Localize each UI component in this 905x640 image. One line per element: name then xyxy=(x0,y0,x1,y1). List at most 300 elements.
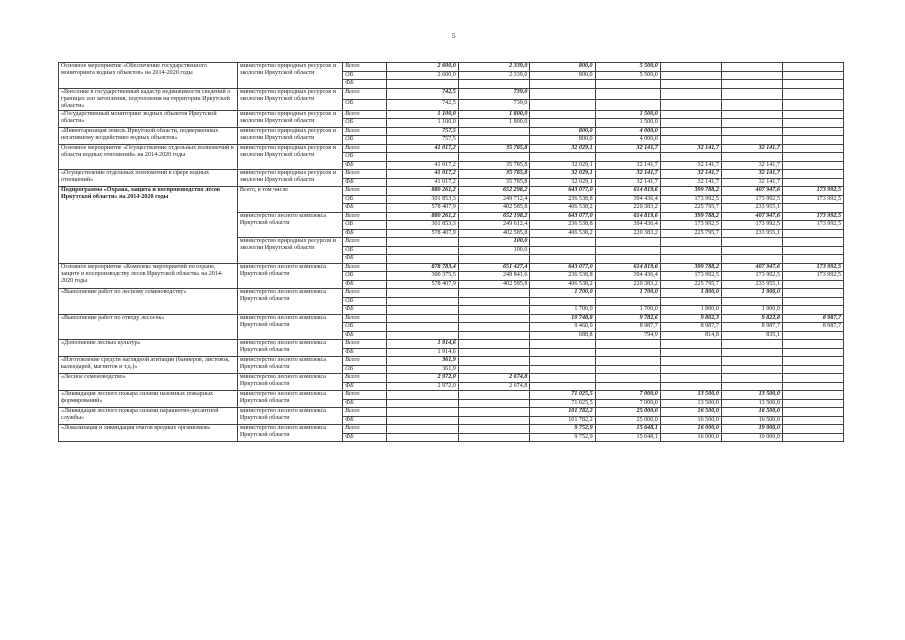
responsible-executor: министерство лесного комплекса Иркутской области xyxy=(237,374,342,391)
funding-source: Всего xyxy=(343,314,387,323)
amount-cell-y2017 xyxy=(660,348,721,357)
funding-source: ОБ xyxy=(343,272,387,281)
amount-cell-y2014: 35 785,8 xyxy=(458,170,530,179)
amount-cell-total: 2 972,0 xyxy=(387,374,459,383)
funding-source: ОБ xyxy=(343,221,387,230)
amount-cell-y2018: 19 000,0 xyxy=(721,425,782,434)
amount-cell-y2017 xyxy=(660,297,721,306)
amount-cell-y2018 xyxy=(721,365,782,374)
amount-cell-y2014 xyxy=(458,153,530,162)
amount-cell-y2019 xyxy=(782,110,843,119)
responsible-executor: министерство природных ресурсов и экологии Иркутской области xyxy=(237,170,342,187)
amount-cell-y2017 xyxy=(660,127,721,136)
table-row xyxy=(59,391,844,400)
amount-cell-y2017 xyxy=(660,153,721,162)
amount-cell-y2016 xyxy=(595,255,660,264)
responsible-executor: министерство лесного комплекса Иркутской области xyxy=(237,357,342,374)
measure-name: «Ликвидация лесного пожара силами парашютно-десантной службы» xyxy=(59,408,238,425)
funding-source: Всего xyxy=(343,170,387,179)
amount-cell-y2015: 236 538,8 xyxy=(530,221,595,230)
amount-cell-y2017: 16 500,0 xyxy=(660,408,721,417)
amount-cell-total: 578 407,9 xyxy=(387,229,459,238)
amount-cell-y2018 xyxy=(721,297,782,306)
amount-cell-y2018: 13 500,0 xyxy=(721,399,782,408)
amount-cell-y2018: 407 947,6 xyxy=(721,263,782,272)
measure-name: «Локализация и ликвидация очагов вредных организмов» xyxy=(59,425,238,442)
amount-cell-y2018 xyxy=(721,136,782,145)
amount-cell-y2015: 236 538,8 xyxy=(530,195,595,204)
responsible-executor: министерство лесного комплекса Иркутской области xyxy=(237,314,342,340)
measure-name: «Выполнение работ по отводу лесосек» xyxy=(59,314,238,340)
responsible-executor: министерство природных ресурсов и экологии Иркутской области xyxy=(237,127,342,144)
amount-cell-total: 742,5 xyxy=(387,99,459,110)
amount-cell-y2019: 8 987,7 xyxy=(782,314,843,323)
amount-cell-y2014: 249 712,4 xyxy=(458,195,530,204)
amount-cell-y2014: 739,0 xyxy=(458,99,530,110)
amount-cell-y2014 xyxy=(458,399,530,408)
amount-cell-y2015: 688,8 xyxy=(530,331,595,340)
amount-cell-y2016: 15 648,1 xyxy=(595,425,660,434)
amount-cell-y2018: 407 947,6 xyxy=(721,212,782,221)
amount-cell-y2019 xyxy=(782,99,843,110)
amount-cell-y2018 xyxy=(721,71,782,80)
amount-cell-y2017 xyxy=(660,357,721,366)
amount-cell-y2019 xyxy=(782,391,843,400)
amount-cell-y2017 xyxy=(660,238,721,247)
amount-cell-y2015 xyxy=(530,340,595,349)
amount-cell-y2019 xyxy=(782,280,843,289)
responsible-executor: министерство природных ресурсов и экологии Иркутской области xyxy=(237,110,342,127)
amount-cell-y2016: 4 000,0 xyxy=(595,127,660,136)
amount-cell-y2015: 643 077,0 xyxy=(530,187,595,196)
amount-cell-y2017 xyxy=(660,255,721,264)
amount-cell-y2019 xyxy=(782,255,843,264)
amount-cell-y2017: 399 788,2 xyxy=(660,212,721,221)
amount-cell-y2018: 13 500,0 xyxy=(721,391,782,400)
amount-cell-y2018: 835,1 xyxy=(721,331,782,340)
amount-cell-y2017 xyxy=(660,374,721,383)
amount-cell-y2017 xyxy=(660,88,721,99)
amount-cell-y2015 xyxy=(530,374,595,383)
amount-cell-y2016: 220 383,2 xyxy=(595,229,660,238)
amount-cell-y2019: 173 992,5 xyxy=(782,212,843,221)
amount-cell-y2015 xyxy=(530,348,595,357)
amount-cell-total: 757,5 xyxy=(387,136,459,145)
responsible-executor: министерство лесного комплекса Иркутской области xyxy=(237,263,342,289)
amount-cell-total xyxy=(387,297,459,306)
budget-table-body xyxy=(59,63,844,442)
amount-cell-y2019 xyxy=(782,246,843,255)
amount-cell-y2016: 220 383,2 xyxy=(595,204,660,213)
amount-cell-total: 2 600,0 xyxy=(387,63,459,72)
amount-cell-y2015 xyxy=(530,382,595,391)
amount-cell-y2017: 173 992,5 xyxy=(660,272,721,281)
amount-cell-y2014 xyxy=(458,425,530,434)
amount-cell-total xyxy=(387,289,459,298)
amount-cell-y2018: 16 500,0 xyxy=(721,408,782,417)
amount-cell-y2014 xyxy=(458,306,530,315)
amount-cell-y2016: 32 141,7 xyxy=(595,161,660,170)
amount-cell-y2015: 800,0 xyxy=(530,71,595,80)
amount-cell-y2017: 225 795,7 xyxy=(660,229,721,238)
amount-cell-total: 2 600,0 xyxy=(387,71,459,80)
amount-cell-y2017: 1 800,0 xyxy=(660,289,721,298)
amount-cell-y2018 xyxy=(721,63,782,72)
responsible-executor: министерство природных ресурсов и экологии Иркутской области xyxy=(237,88,342,110)
amount-cell-y2017 xyxy=(660,382,721,391)
amount-cell-y2016: 15 648,1 xyxy=(595,433,660,442)
amount-cell-y2019 xyxy=(782,136,843,145)
amount-cell-y2016: 32 141,7 xyxy=(595,178,660,187)
amount-cell-y2017: 814,8 xyxy=(660,331,721,340)
funding-source: ФБ xyxy=(343,433,387,442)
measure-name: Подпрограмма «Охрана, защита и воспроизводство лесов Иркутской области» на 2014-2020 годы xyxy=(59,187,238,264)
amount-cell-total xyxy=(387,246,459,255)
amount-cell-y2019 xyxy=(782,425,843,434)
amount-cell-y2016: 794,9 xyxy=(595,331,660,340)
amount-cell-y2016: 394 436,4 xyxy=(595,221,660,230)
amount-cell-y2019 xyxy=(782,331,843,340)
amount-cell-y2014 xyxy=(458,357,530,366)
amount-cell-y2017: 13 500,0 xyxy=(660,399,721,408)
amount-cell-y2015: 71 025,5 xyxy=(530,391,595,400)
measure-name: «Изготовление средств наглядной агитации (баннеров, листовок, календарей, магнитов и т.д.)» xyxy=(59,357,238,374)
amount-cell-y2016 xyxy=(595,357,660,366)
amount-cell-y2019 xyxy=(782,80,843,89)
amount-cell-y2015 xyxy=(530,297,595,306)
amount-cell-total xyxy=(387,80,459,89)
table-row xyxy=(59,63,844,72)
amount-cell-y2015: 800,0 xyxy=(530,63,595,72)
amount-cell-y2019 xyxy=(782,63,843,72)
amount-cell-y2015: 10 748,8 xyxy=(530,314,595,323)
amount-cell-y2014 xyxy=(458,365,530,374)
funding-source: Всего xyxy=(343,110,387,119)
amount-cell-y2014: 1 800,0 xyxy=(458,119,530,128)
amount-cell-y2017 xyxy=(660,99,721,110)
funding-source: ФБ xyxy=(343,382,387,391)
amount-cell-y2014 xyxy=(458,391,530,400)
amount-cell-y2018 xyxy=(721,99,782,110)
amount-cell-total: 41 017,2 xyxy=(387,178,459,187)
amount-cell-y2015: 32 029,1 xyxy=(530,170,595,179)
amount-cell-y2018 xyxy=(721,88,782,99)
amount-cell-total xyxy=(387,416,459,425)
amount-cell-y2017: 16 000,0 xyxy=(660,433,721,442)
amount-cell-y2017 xyxy=(660,340,721,349)
amount-cell-y2019 xyxy=(782,127,843,136)
amount-cell-y2016: 1 700,0 xyxy=(595,289,660,298)
funding-source: ОБ xyxy=(343,297,387,306)
funding-source: Всего xyxy=(343,144,387,153)
amount-cell-y2015 xyxy=(530,255,595,264)
funding-source: Всего xyxy=(343,357,387,366)
amount-cell-y2019 xyxy=(782,119,843,128)
amount-cell-y2014: 100,0 xyxy=(458,246,530,255)
amount-cell-total: 2 972,0 xyxy=(387,382,459,391)
amount-cell-y2019 xyxy=(782,365,843,374)
amount-cell-y2017: 32 141,7 xyxy=(660,178,721,187)
amount-cell-y2014: 35 785,8 xyxy=(458,178,530,187)
amount-cell-y2019 xyxy=(782,374,843,383)
amount-cell-y2017: 13 500,0 xyxy=(660,391,721,400)
amount-cell-y2017: 1 800,0 xyxy=(660,306,721,315)
amount-cell-total xyxy=(387,391,459,400)
amount-cell-y2018: 8 987,7 xyxy=(721,323,782,332)
amount-cell-total: 878 783,4 xyxy=(387,263,459,272)
amount-cell-y2018 xyxy=(721,153,782,162)
amount-cell-y2018: 32 141,7 xyxy=(721,144,782,153)
table-row xyxy=(59,357,844,366)
amount-cell-y2014 xyxy=(458,297,530,306)
amount-cell-y2014 xyxy=(458,340,530,349)
amount-cell-total: 742,5 xyxy=(387,88,459,99)
amount-cell-y2015: 9 752,9 xyxy=(530,425,595,434)
amount-cell-total: 578 407,9 xyxy=(387,280,459,289)
table-row xyxy=(59,263,844,272)
amount-cell-y2015: 236 538,8 xyxy=(530,272,595,281)
amount-cell-y2014: 35 785,8 xyxy=(458,161,530,170)
amount-cell-y2019: 173 992,5 xyxy=(782,263,843,272)
table-row xyxy=(59,408,844,417)
amount-cell-total: 41 017,2 xyxy=(387,170,459,179)
amount-cell-total: 361,9 xyxy=(387,357,459,366)
funding-source: ФБ xyxy=(343,280,387,289)
amount-cell-y2018: 32 141,7 xyxy=(721,170,782,179)
amount-cell-y2014: 651 427,4 xyxy=(458,263,530,272)
amount-cell-total xyxy=(387,331,459,340)
amount-cell-y2017: 16 500,0 xyxy=(660,416,721,425)
amount-cell-y2018: 173 992,5 xyxy=(721,272,782,281)
page-number: 5 xyxy=(452,32,456,40)
amount-cell-y2016 xyxy=(595,365,660,374)
amount-cell-y2015 xyxy=(530,99,595,110)
amount-cell-y2019 xyxy=(782,88,843,99)
funding-source: ФБ xyxy=(343,204,387,213)
amount-cell-y2016: 4 000,0 xyxy=(595,136,660,145)
funding-source: ОБ xyxy=(343,71,387,80)
amount-cell-y2014: 402 585,8 xyxy=(458,204,530,213)
amount-cell-y2014: 248 841,6 xyxy=(458,272,530,281)
amount-cell-y2017 xyxy=(660,71,721,80)
funding-source: ФБ xyxy=(343,306,387,315)
funding-source: Всего xyxy=(343,391,387,400)
amount-cell-y2015: 1 700,0 xyxy=(530,289,595,298)
funding-source: Всего xyxy=(343,212,387,221)
funding-source: ФБ xyxy=(343,80,387,89)
amount-cell-y2017 xyxy=(660,136,721,145)
amount-cell-y2017 xyxy=(660,119,721,128)
amount-cell-y2018: 407 947,6 xyxy=(721,187,782,196)
measure-name: «Лесное семеноводство» xyxy=(59,374,238,391)
amount-cell-y2015: 101 782,2 xyxy=(530,416,595,425)
amount-cell-y2017: 9 802,3 xyxy=(660,314,721,323)
amount-cell-y2019 xyxy=(782,71,843,80)
funding-source: ОБ xyxy=(343,153,387,162)
funding-source: Всего xyxy=(343,187,387,196)
amount-cell-y2018 xyxy=(721,340,782,349)
amount-cell-y2015: 643 077,0 xyxy=(530,212,595,221)
amount-cell-y2015 xyxy=(530,153,595,162)
funding-source: Всего xyxy=(343,263,387,272)
amount-cell-y2016: 9 782,6 xyxy=(595,314,660,323)
amount-cell-y2019 xyxy=(782,297,843,306)
amount-cell-y2018 xyxy=(721,80,782,89)
amount-cell-total xyxy=(387,408,459,417)
amount-cell-total xyxy=(387,399,459,408)
amount-cell-y2014: 652 298,2 xyxy=(458,187,530,196)
measure-name: «Внесение в государственный кадастр недвижимости сведений о границах зон затопления, подтопления на территории Иркутской области» xyxy=(59,88,238,110)
amount-cell-total: 41 017,2 xyxy=(387,161,459,170)
budget-table xyxy=(58,62,844,442)
funding-source: Всего xyxy=(343,289,387,298)
amount-cell-y2017: 16 000,0 xyxy=(660,425,721,434)
amount-cell-y2019 xyxy=(782,357,843,366)
amount-cell-y2016: 25 000,0 xyxy=(595,416,660,425)
amount-cell-y2014: 1 800,0 xyxy=(458,110,530,119)
amount-cell-y2014 xyxy=(458,127,530,136)
amount-cell-y2018: 173 992,5 xyxy=(721,221,782,230)
responsible-executor: министерство природных ресурсов и экологии Иркутской области xyxy=(237,144,342,170)
amount-cell-y2014 xyxy=(458,348,530,357)
amount-cell-y2019 xyxy=(782,416,843,425)
amount-cell-y2019: 173 992,5 xyxy=(782,272,843,281)
amount-cell-y2016: 394 436,4 xyxy=(595,272,660,281)
amount-cell-total xyxy=(387,255,459,264)
amount-cell-y2015: 800,0 xyxy=(530,136,595,145)
amount-cell-y2019 xyxy=(782,229,843,238)
funding-source: ФБ xyxy=(343,161,387,170)
amount-cell-total: 1 100,0 xyxy=(387,119,459,128)
amount-cell-y2018: 233 955,1 xyxy=(721,280,782,289)
amount-cell-y2014 xyxy=(458,433,530,442)
amount-cell-y2017: 173 992,5 xyxy=(660,221,721,230)
amount-cell-y2014: 35 785,8 xyxy=(458,144,530,153)
funding-source: ФБ xyxy=(343,229,387,238)
amount-cell-y2015 xyxy=(530,119,595,128)
amount-cell-y2015 xyxy=(530,365,595,374)
responsible-executor: министерство лесного комплекса Иркутской области xyxy=(237,340,342,357)
responsible-executor: министерство лесного комплекса Иркутской области xyxy=(237,391,342,408)
amount-cell-y2019 xyxy=(782,306,843,315)
amount-cell-y2016 xyxy=(595,297,660,306)
amount-cell-y2019 xyxy=(782,170,843,179)
amount-cell-y2016 xyxy=(595,153,660,162)
amount-cell-y2015: 101 782,2 xyxy=(530,408,595,417)
amount-cell-y2015 xyxy=(530,357,595,366)
measure-name: «Осуществление отдельных полномочий в сфере водных отношений» xyxy=(59,170,238,187)
amount-cell-total xyxy=(387,306,459,315)
funding-source: ФБ xyxy=(343,348,387,357)
table-row xyxy=(59,88,844,99)
funding-source: ОБ xyxy=(343,246,387,255)
measure-name: «Ликвидация лесного пожара силами наземных пожарных формирований» xyxy=(59,391,238,408)
amount-cell-y2014: 2 339,0 xyxy=(458,63,530,72)
amount-cell-y2014: 402 585,8 xyxy=(458,280,530,289)
amount-cell-y2016: 614 819,6 xyxy=(595,212,660,221)
amount-cell-total: 361,9 xyxy=(387,365,459,374)
amount-cell-total xyxy=(387,425,459,434)
funding-source: Всего xyxy=(343,374,387,383)
table-row xyxy=(59,374,844,383)
amount-cell-y2016 xyxy=(595,238,660,247)
amount-cell-y2019 xyxy=(782,153,843,162)
amount-cell-y2019 xyxy=(782,382,843,391)
amount-cell-y2019: 173 992,5 xyxy=(782,221,843,230)
responsible-executor: Всего, в том числе xyxy=(237,187,342,213)
amount-cell-y2018 xyxy=(721,255,782,264)
amount-cell-y2014 xyxy=(458,314,530,323)
amount-cell-y2016 xyxy=(595,88,660,99)
funding-source: Всего xyxy=(343,238,387,247)
amount-cell-y2016: 8 987,7 xyxy=(595,323,660,332)
table-row xyxy=(59,314,844,323)
amount-cell-y2014: 2 674,8 xyxy=(458,382,530,391)
amount-cell-y2017 xyxy=(660,110,721,119)
amount-cell-y2019 xyxy=(782,178,843,187)
amount-cell-y2014 xyxy=(458,408,530,417)
table-row xyxy=(59,170,844,179)
amount-cell-y2015: 406 538,2 xyxy=(530,280,595,289)
amount-cell-y2015: 1 700,0 xyxy=(530,306,595,315)
amount-cell-y2016: 394 436,4 xyxy=(595,195,660,204)
amount-cell-y2019: 173 992,5 xyxy=(782,187,843,196)
amount-cell-y2016 xyxy=(595,246,660,255)
amount-cell-y2019 xyxy=(782,340,843,349)
amount-cell-y2016: 1 500,0 xyxy=(595,110,660,119)
amount-cell-y2015 xyxy=(530,110,595,119)
amount-cell-total xyxy=(387,433,459,442)
funding-source: ФБ xyxy=(343,255,387,264)
measure-name: «Дополнение лесных культур» xyxy=(59,340,238,357)
amount-cell-y2019 xyxy=(782,408,843,417)
amount-cell-total xyxy=(387,238,459,247)
amount-cell-total: 880 261,2 xyxy=(387,187,459,196)
amount-cell-y2018: 32 141,7 xyxy=(721,178,782,187)
amount-cell-y2019 xyxy=(782,144,843,153)
funding-source: Всего xyxy=(343,425,387,434)
amount-cell-y2014: 402 585,8 xyxy=(458,229,530,238)
amount-cell-y2014 xyxy=(458,289,530,298)
amount-cell-total: 578 407,9 xyxy=(387,204,459,213)
amount-cell-y2016 xyxy=(595,99,660,110)
amount-cell-y2017: 173 992,5 xyxy=(660,195,721,204)
measure-name: Основное мероприятие «Обеспечение государственного мониторинга водных объектов» на 2014-2020 годы xyxy=(59,63,238,89)
responsible-executor: министерство лесного комплекса Иркутской области xyxy=(237,212,342,238)
amount-cell-y2017: 225 795,7 xyxy=(660,204,721,213)
table-row xyxy=(59,144,844,153)
amount-cell-total: 41 017,2 xyxy=(387,144,459,153)
funding-source: ФБ xyxy=(343,399,387,408)
amount-cell-y2017 xyxy=(660,80,721,89)
table-row xyxy=(59,110,844,119)
amount-cell-total: 301 853,3 xyxy=(387,221,459,230)
amount-cell-total: 1 914,6 xyxy=(387,348,459,357)
amount-cell-y2014: 2 339,0 xyxy=(458,71,530,80)
amount-cell-y2016: 7 000,0 xyxy=(595,399,660,408)
amount-cell-y2019 xyxy=(782,204,843,213)
funding-source: ОБ xyxy=(343,365,387,374)
amount-cell-y2017 xyxy=(660,246,721,255)
measure-name: Основное мероприятие «Осуществление отдельных полномочий в области водных отношений» на 2014-2020 годы xyxy=(59,144,238,170)
amount-cell-total: 300 375,5 xyxy=(387,272,459,281)
funding-source: Всего xyxy=(343,340,387,349)
table-row xyxy=(59,187,844,196)
amount-cell-y2016: 220 383,2 xyxy=(595,280,660,289)
funding-source: ОБ xyxy=(343,323,387,332)
amount-cell-y2017 xyxy=(660,63,721,72)
amount-cell-y2017: 8 987,7 xyxy=(660,323,721,332)
